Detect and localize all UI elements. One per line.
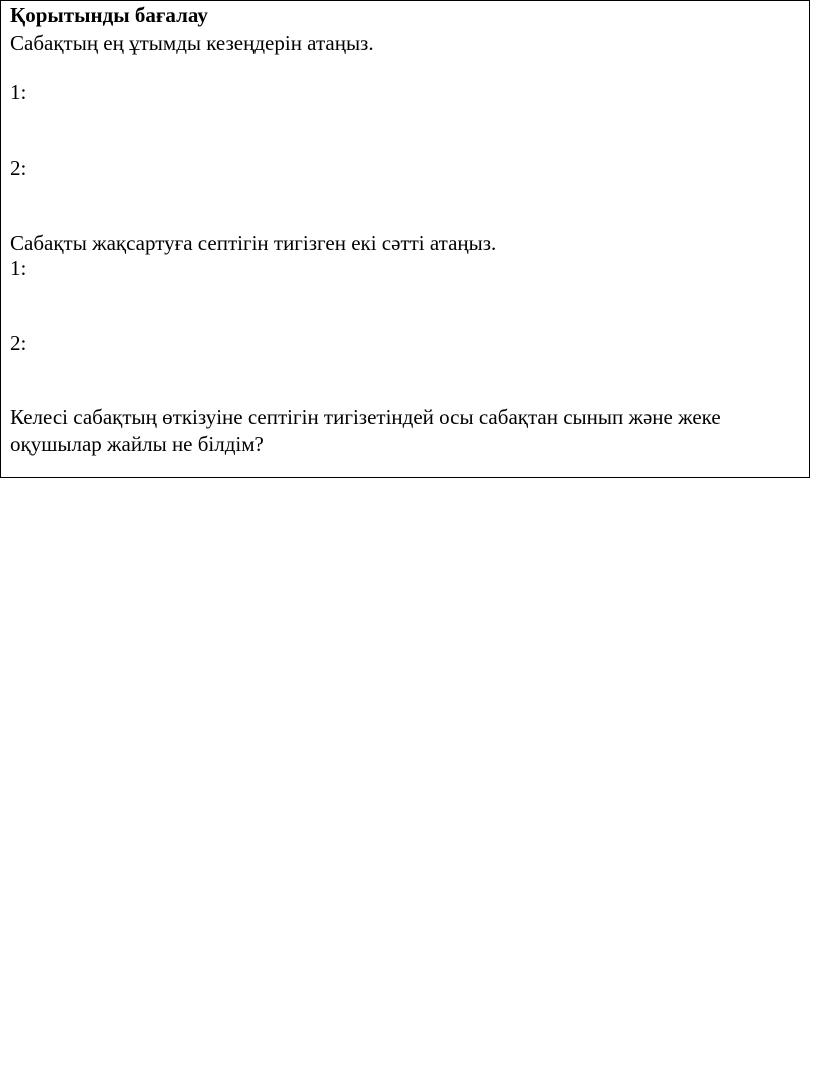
question-3-prompt-line-1: Келесі сабақтың өткізуіне септігін тигізетіндей осы сабақтан сынып және жеке bbox=[10, 405, 721, 429]
reflection-title: Қорытынды бағалау bbox=[10, 3, 208, 27]
reflection-box bbox=[0, 0, 810, 478]
question-3-prompt-line-2: оқушылар жайлы не білдім? bbox=[10, 432, 264, 456]
question-2-prompt: Сабақты жақсартуға септігін тигізген екі сәтті атаңыз. bbox=[10, 231, 497, 255]
question-2-item-2: 2: bbox=[10, 331, 27, 355]
question-1-item-1: 1: bbox=[10, 80, 27, 104]
question-2-item-1: 1: bbox=[10, 256, 27, 280]
question-1-item-2: 2: bbox=[10, 156, 27, 180]
question-1-prompt: Сабақтың ең ұтымды кезеңдерін атаңыз. bbox=[10, 31, 374, 55]
